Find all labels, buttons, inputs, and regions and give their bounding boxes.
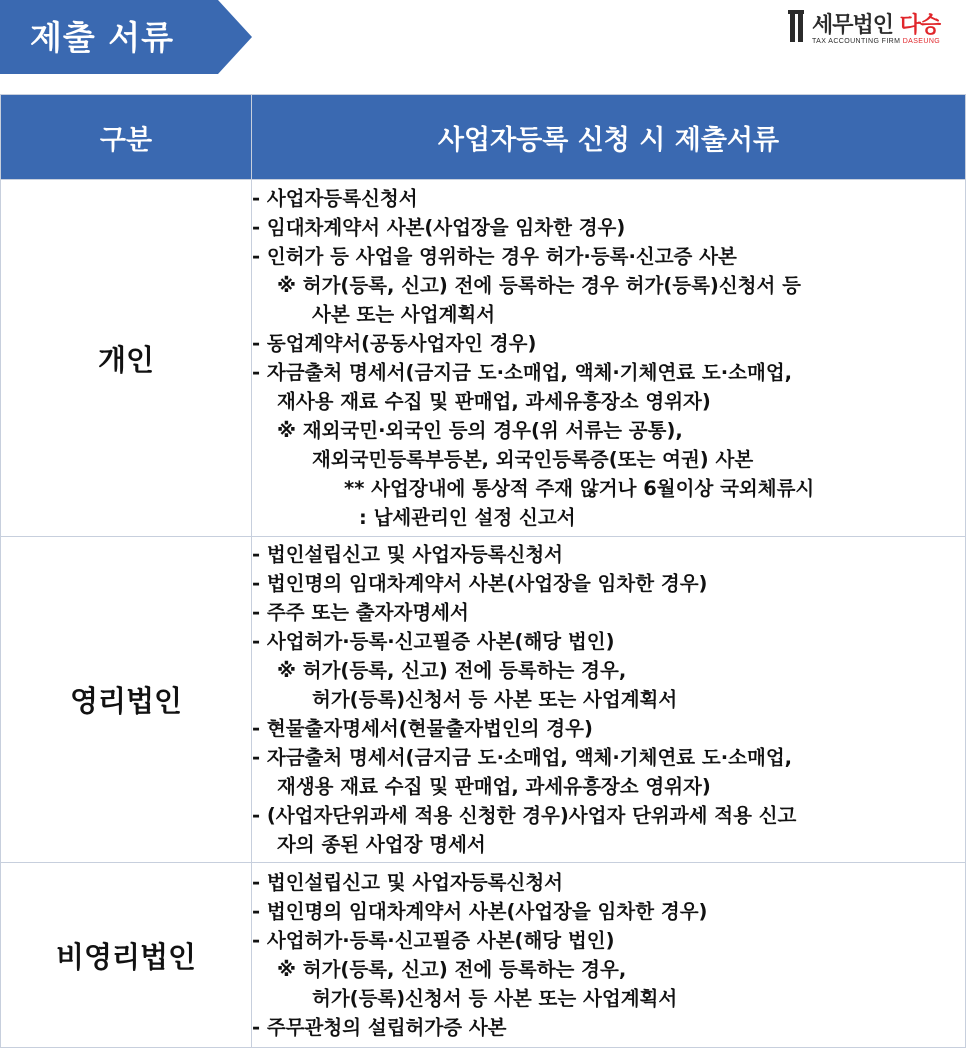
- note-item: : 납세관리인 설정 신고서: [359, 506, 576, 529]
- list-item: - 사업자등록신청서: [252, 187, 418, 210]
- list-item: - 사업허가·등록·신고필증 사본(해당 법인): [252, 929, 615, 952]
- note-item: 재외국민등록부등본, 외국인등록증(또는 여권) 사본: [312, 448, 754, 471]
- list-item: - 사업허가·등록·신고필증 사본(해당 법인): [252, 630, 615, 653]
- list-item: - 주무관청의 설립허가증 사본: [252, 1016, 507, 1039]
- note-item: 허가(등록)신청서 등 사본 또는 사업계획서: [312, 987, 678, 1010]
- category-cell: 개인: [1, 180, 252, 537]
- note-item: ※ 허가(등록, 신고) 전에 등록하는 경우,: [277, 958, 627, 981]
- category-cell: 비영리법인: [1, 863, 252, 1048]
- logo-subtitle: TAX ACCOUNTING FIRM DASEUNG: [812, 38, 941, 45]
- list-item: - 현물출자명세서(현물출자법인의 경우): [252, 717, 593, 740]
- list-item: - 법인설립신고 및 사업자등록신청서: [252, 543, 564, 566]
- table-header-row: [1, 95, 966, 180]
- page-title: 제출 서류: [30, 18, 175, 57]
- list-item: - 동업계약서(공동사업자인 경우): [252, 332, 537, 355]
- column-header-documents: 사업자등록 신청 시 제출서류: [252, 95, 966, 180]
- list-item: - 법인명의 임대차계약서 사본(사업장을 임차한 경우): [252, 900, 708, 923]
- column-header-category: 구분: [1, 95, 252, 180]
- note-item: 허가(등록)신청서 등 사본 또는 사업계획서: [312, 688, 678, 711]
- note-item: ※ 허가(등록, 신고) 전에 등록하는 경우 허가(등록)신청서 등: [277, 274, 801, 297]
- table-row-non-profit-corp: [1, 863, 966, 1048]
- note-item: ※ 허가(등록, 신고) 전에 등록하는 경우,: [277, 659, 627, 682]
- list-item: - 자금출처 명세서(금지금 도·소매업, 액체·기체연료 도·소매업,: [252, 746, 793, 769]
- list-item: - 주주 또는 출자자명세서: [252, 601, 469, 624]
- note-item: ** 사업장내에 통상적 주재 않거나 6월이상 국외체류시: [344, 477, 815, 500]
- list-item: - 법인설립신고 및 사업자등록신청서: [252, 871, 564, 894]
- logo-name: 세무법인 다승: [812, 13, 941, 38]
- note-item: ※ 재외국민·외국인 등의 경우(위 서류는 공통),: [277, 419, 683, 442]
- list-item: 재생용 재료 수집 및 판매업, 과세유흥장소 영위자): [277, 775, 711, 798]
- documents-table: [0, 94, 966, 1048]
- note-item: 사본 또는 사업계획서: [312, 303, 496, 326]
- list-item: - 자금출처 명세서(금지금 도·소매업, 액체·기체연료 도·소매업,: [252, 361, 793, 384]
- category-cell: 영리법인: [1, 537, 252, 863]
- documents-cell: [252, 863, 966, 1048]
- table-row-individual: [1, 180, 966, 537]
- documents-cell: [252, 537, 966, 863]
- logo-mark-icon: [788, 8, 808, 44]
- table-row-for-profit-corp: [1, 537, 966, 863]
- list-item: 자의 종된 사업장 명세서: [277, 833, 486, 856]
- documents-cell: [252, 180, 966, 537]
- list-item: - 임대차계약서 사본(사업장을 임차한 경우): [252, 216, 626, 239]
- list-item: - 인허가 등 사업을 영위하는 경우 허가·등록·신고증 사본: [252, 245, 737, 268]
- list-item: - 법인명의 임대차계약서 사본(사업장을 임차한 경우): [252, 572, 708, 595]
- list-item: 재사용 재료 수집 및 판매업, 과세유흥장소 영위자): [277, 390, 711, 413]
- company-logo: [788, 8, 958, 52]
- list-item: - (사업자단위과세 적용 신청한 경우)사업자 단위과세 적용 신고: [252, 804, 797, 827]
